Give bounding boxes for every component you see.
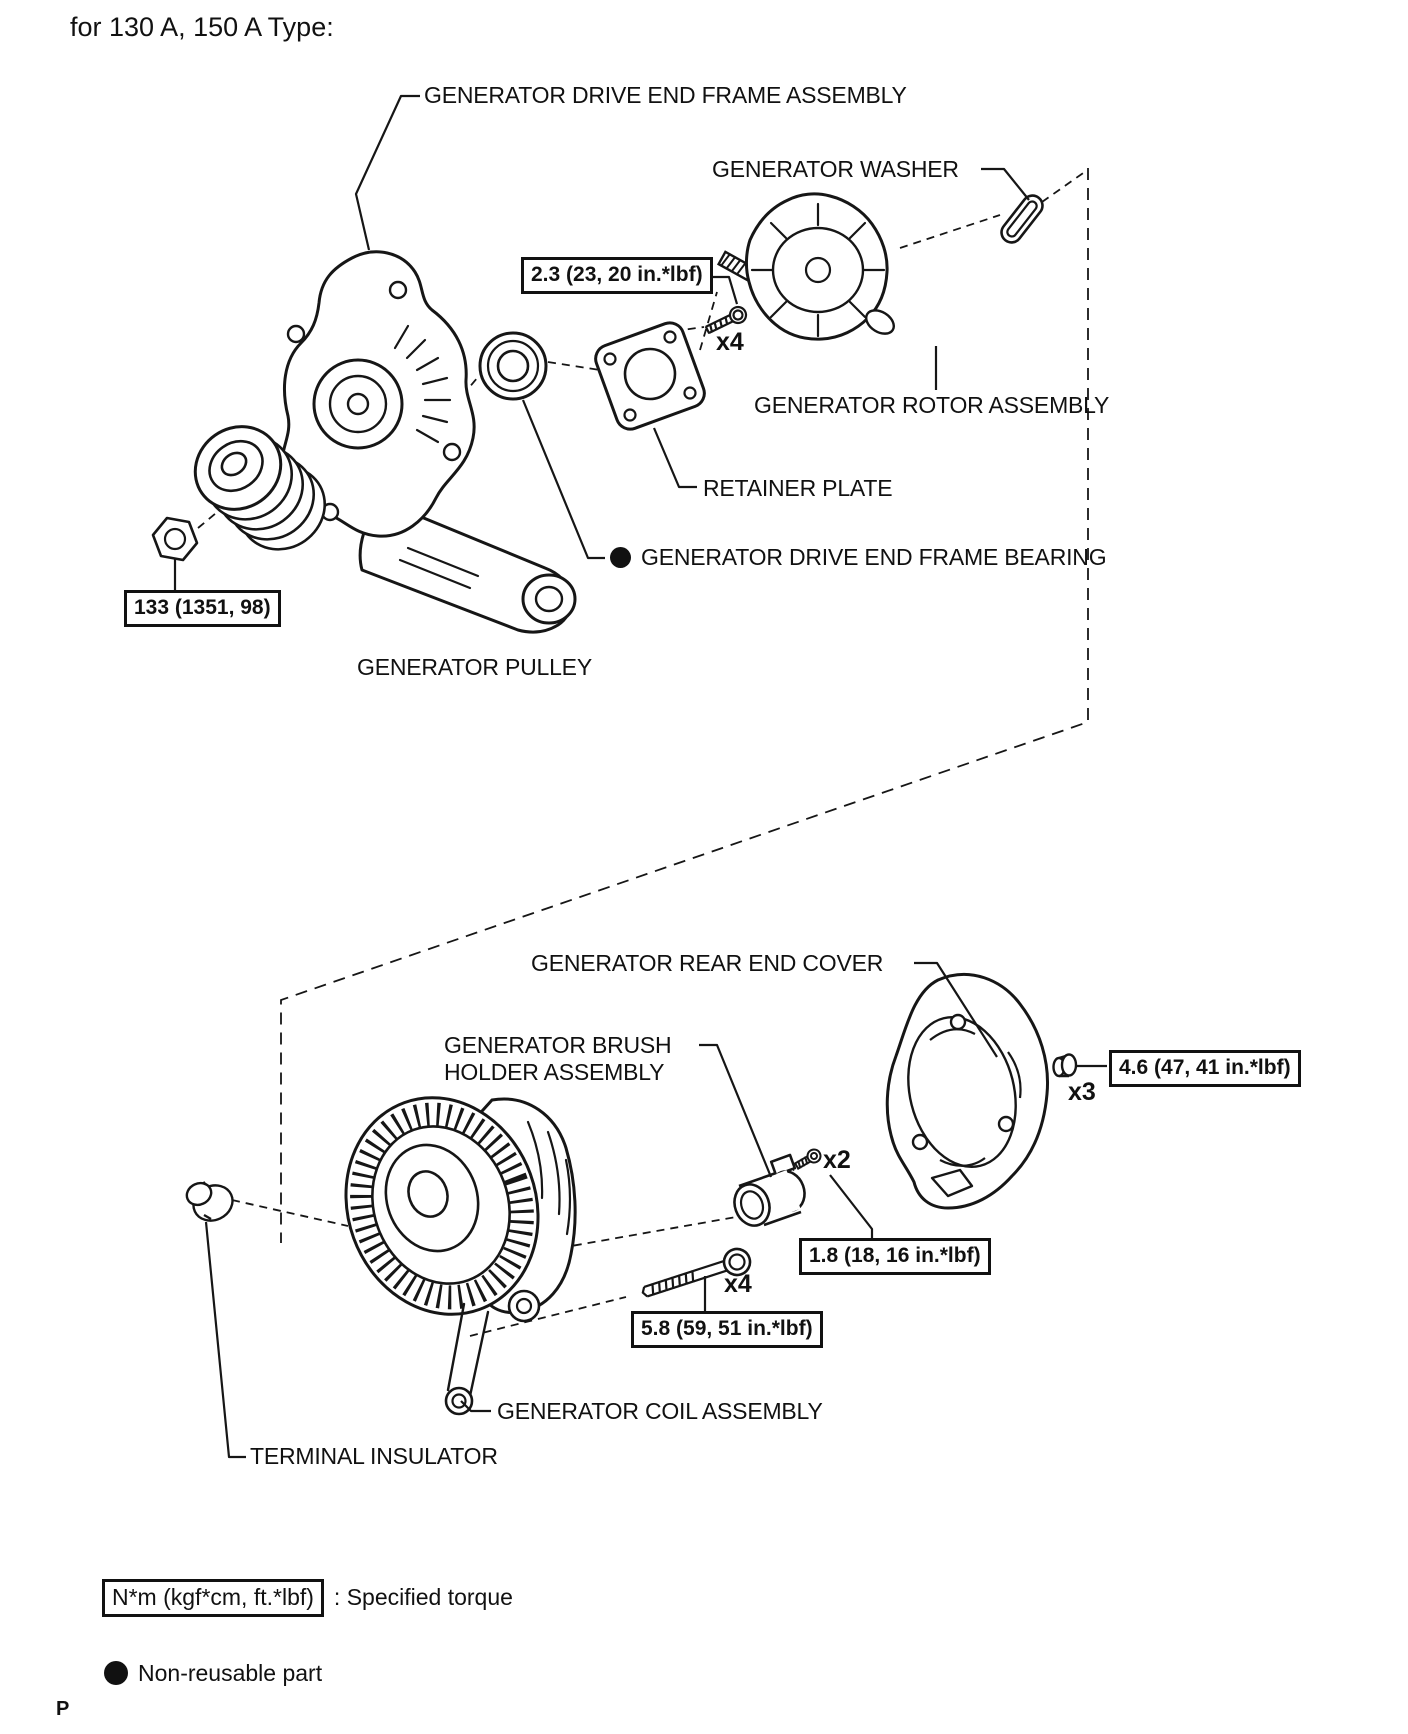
label-generator-washer: GENERATOR WASHER [712, 156, 959, 182]
label-generator-pulley: GENERATOR PULLEY [357, 654, 592, 680]
bearing-drawing [480, 333, 546, 399]
terminal-insulator-drawing [183, 1179, 238, 1227]
drive-end-frame-drawing [282, 252, 575, 632]
legend-torque [102, 1579, 513, 1617]
count-brush-screws: x2 [823, 1146, 851, 1174]
coil-assembly-drawing [316, 1070, 575, 1414]
torque-box-brush-screws: 1.8 (18, 16 in.*lbf) [799, 1238, 991, 1275]
label-drive-end-frame: GENERATOR DRIVE END FRAME ASSEMBLY [424, 82, 907, 108]
label-de-frame-bearing [610, 544, 1106, 571]
cover-nut-drawing [1054, 1055, 1077, 1077]
footer-page-marker: P [56, 1698, 70, 1720]
pulley-nut-drawing [153, 518, 197, 560]
washer-drawing [997, 192, 1046, 247]
count-cover-nuts: x3 [1068, 1078, 1096, 1106]
retainer-plate-drawing [592, 319, 709, 433]
count-through-bolts: x4 [724, 1270, 752, 1298]
label-de-frame-bearing-text: GENERATOR DRIVE END FRAME BEARING [641, 544, 1107, 570]
torque-box-through-bolts: 5.8 (59, 51 in.*lbf) [631, 1311, 823, 1348]
non-reusable-dot-icon [104, 1661, 128, 1685]
torque-box-cover-nuts: 4.6 (47, 41 in.*lbf) [1109, 1050, 1301, 1087]
label-terminal-insulator: TERMINAL INSULATOR [250, 1443, 498, 1469]
page-title: for 130 A, 150 A Type: [70, 12, 334, 42]
non-reusable-dot-icon [610, 547, 631, 568]
legend-non-reusable-text: Non-reusable part [138, 1660, 323, 1686]
label-retainer-plate: RETAINER PLATE [703, 475, 893, 501]
label-brush-holder [444, 1032, 671, 1086]
count-frame-bolts: x4 [716, 328, 744, 356]
torque-box-pulley-nut: 133 (1351, 98) [124, 590, 281, 627]
torque-box-frame-bolts: 2.3 (23, 20 in.*lbf) [521, 257, 713, 294]
legend-torque-symbol: N*m (kgf*cm, ft.*lbf) [102, 1579, 324, 1617]
legend-torque-meaning: : Specified torque [333, 1584, 513, 1610]
label-rear-end-cover: GENERATOR REAR END COVER [531, 950, 884, 976]
brush-screw-drawing [793, 1147, 822, 1172]
label-rotor-assembly: GENERATOR ROTOR ASSEMBLY [754, 392, 1110, 418]
legend-non-reusable [104, 1660, 322, 1687]
label-brush-holder-line2: HOLDER ASSEMBLY [444, 1059, 665, 1085]
label-coil-assembly: GENERATOR COIL ASSEMBLY [497, 1398, 823, 1424]
label-brush-holder-line1: GENERATOR BRUSH [444, 1032, 672, 1058]
